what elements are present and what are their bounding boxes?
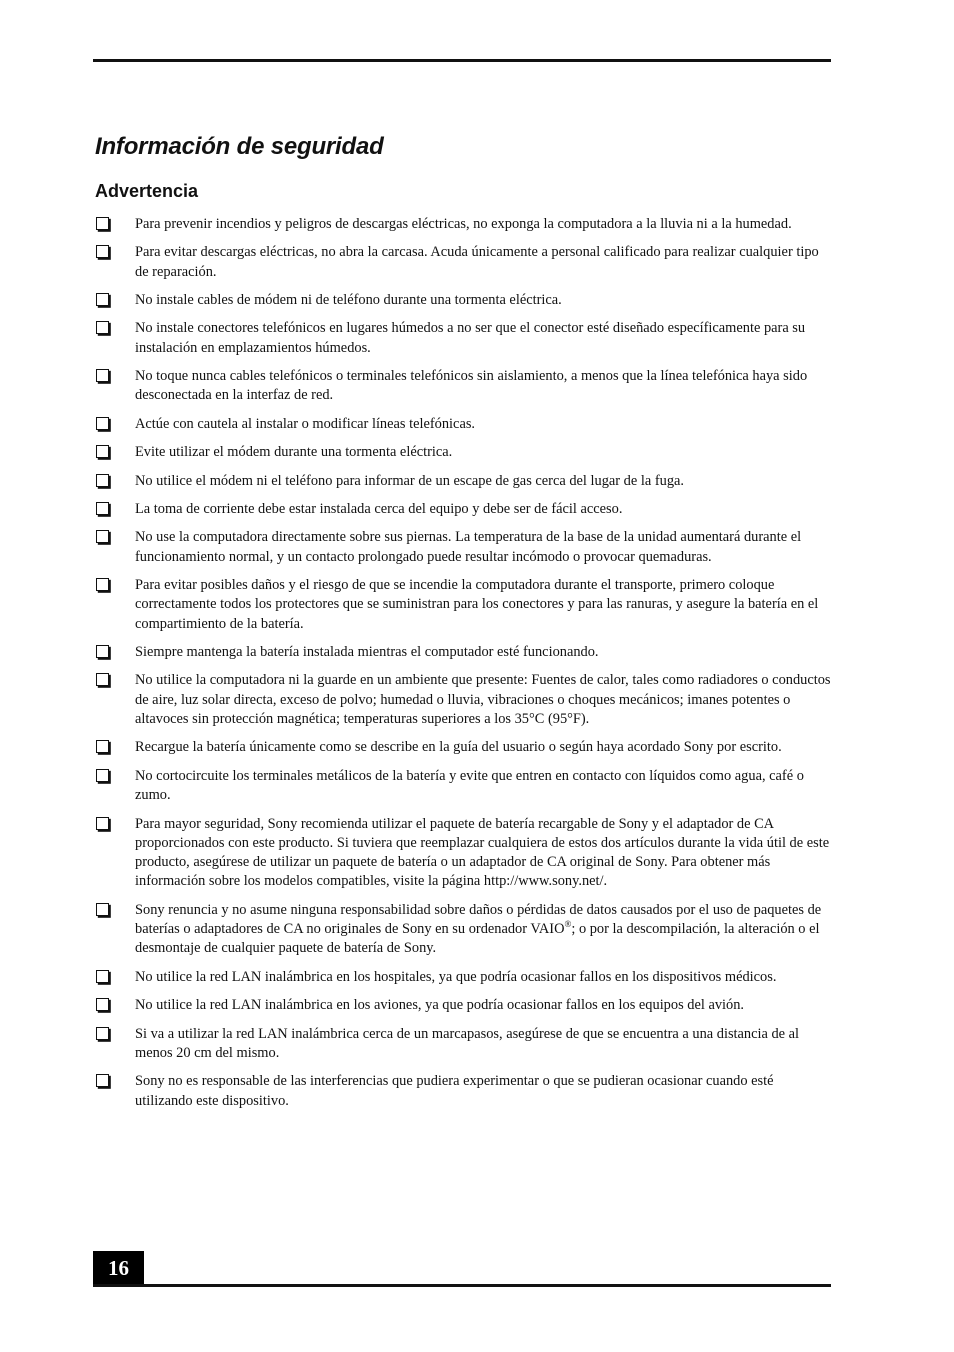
list-item	[95, 291, 831, 310]
list-item-text: No cortocircuite los terminales metálicos de la batería y evite que entren en contacto con líquidos como agua, café o zumo.	[135, 767, 804, 804]
list-item-text: Para mayor seguridad, Sony recomienda utilizar el paquete de batería recargable de Sony y el adaptador de CA proporcionados con este producto. Si tuviera que reemplazar cualquiera de estos dos artículos durante la vida útil de este producto, asegúrese de utilizar un paquete de batería o un adaptador de CA original de Sony. Para obtener más información sobre los modelos compatibles, visite la página http://www.sony.net/.	[135, 815, 830, 890]
list-item	[95, 243, 831, 282]
list-item-text: No toque nunca cables telefónicos o terminales telefónicos sin aislamiento, a menos que la línea telefónica haya sido desconectada en la interfaz de red.	[135, 368, 808, 404]
list-item	[95, 443, 831, 462]
list-item-text: No utilice la computadora ni la guarde en un ambiente que presente: Fuentes de calor, tales como radiadores o conductos de aire, luz solar directa, exceso de polvo; humedad o lluvia, vibraciones o choques mecánicos; imanes potentes o altavoces sin protección magnética; temperaturas superiores a los 35°C (95°F).	[135, 672, 831, 728]
list-item-text: Evite utilizar el módem durante una tormenta eléctrica.	[135, 444, 453, 461]
list-item-text: No use la computadora directamente sobre sus piernas. La temperatura de la base de la unidad aumentará durante el funcionamiento normal, y un contacto prolongado puede resultar incómodo o provocar quemaduras.	[135, 529, 802, 565]
list-item	[95, 968, 831, 987]
page-number: 16	[108, 1256, 129, 1280]
checkbox-bullet-icon	[96, 645, 109, 658]
checkbox-bullet-icon	[96, 1027, 109, 1040]
header-rule	[93, 59, 831, 62]
list-item	[95, 815, 831, 892]
list-item	[95, 1025, 831, 1064]
footer-rule	[93, 1284, 831, 1287]
checkbox-bullet-icon	[96, 769, 109, 782]
list-item	[95, 500, 831, 519]
list-item	[95, 1072, 831, 1111]
list-item	[95, 215, 831, 234]
list-item-text-before: Sony renuncia y no asume ninguna responsabilidad sobre daños o pérdidas de datos causados por el uso de paquetes de baterías o adaptadores de CA no originales de Sony en su ordenador VAIO	[135, 901, 822, 938]
list-item	[95, 767, 831, 806]
checkbox-bullet-icon	[96, 673, 109, 686]
checkbox-bullet-icon	[96, 1074, 109, 1087]
list-item-text: La toma de corriente debe estar instalada cerca del equipo y debe ser de fácil acceso.	[135, 501, 623, 518]
list-item-text: Actúe con cautela al instalar o modificar líneas telefónicas.	[135, 415, 476, 432]
checkbox-bullet-icon	[96, 474, 109, 487]
list-item	[95, 996, 831, 1015]
checkbox-bullet-icon	[96, 740, 109, 753]
checkbox-bullet-icon	[96, 321, 109, 334]
list-item	[95, 367, 831, 406]
checkbox-bullet-icon	[96, 502, 109, 515]
checkbox-bullet-icon	[96, 578, 109, 591]
list-item-text: Sony no es responsable de las interferencias que pudiera experimentar o que se pudieran ocasionar cuando esté utilizando este dispositivo.	[135, 1073, 774, 1109]
checkbox-bullet-icon	[96, 293, 109, 306]
section-heading: Advertencia	[95, 181, 199, 201]
list-item-text: No utilice la red LAN inalámbrica en los hospitales, ya que podría ocasionar fallos en los dispositivos médicos.	[135, 968, 777, 985]
list-item	[95, 738, 831, 757]
list-item	[95, 671, 831, 729]
list-item	[95, 472, 831, 491]
checkbox-bullet-icon	[96, 970, 109, 983]
checkbox-bullet-icon	[96, 998, 109, 1011]
list-item	[95, 576, 831, 634]
list-item-text: Siempre mantenga la batería instalada mientras el computador esté funcionando.	[135, 644, 599, 661]
list-item-text	[135, 902, 821, 957]
list-item-text: Para evitar posibles daños y el riesgo de que se incendie la computadora durante el transporte, primero coloque correctamente todos los protectores que se suministran para los conectores y para las ranuras, y asegure la batería en el compartimiento de la batería.	[135, 577, 819, 632]
list-item-text: Recargue la batería únicamente como se describe en la guía del usuario o según haya acordado Sony por escrito.	[135, 739, 782, 756]
checkbox-bullet-icon	[96, 369, 109, 382]
list-item-text: Para prevenir incendios y peligros de descargas eléctricas, no exponga la computadora a la lluvia ni a la humedad.	[135, 216, 792, 232]
checkbox-bullet-icon	[96, 417, 109, 430]
checkbox-bullet-icon	[96, 530, 109, 543]
list-item	[95, 319, 831, 358]
list-item-text: No utilice el módem ni el teléfono para informar de un escape de gas cerca del lugar de la fuga.	[135, 472, 685, 489]
list-item-text-after: ; o por la descompilación, la alteración o el desmontaje de cualquier paquete de batería de Sony.	[135, 921, 820, 957]
list-item	[95, 528, 831, 567]
list-item-text: Si va a utilizar la red LAN inalámbrica cerca de un marcapasos, asegúrese de que se encuentra a una distancia de al menos 20 cm del mismo.	[135, 1025, 800, 1061]
warning-list	[95, 215, 831, 1120]
list-item	[95, 901, 831, 959]
list-item	[95, 415, 831, 434]
list-item	[95, 643, 831, 662]
list-item-text: No instale cables de módem ni de teléfono durante una tormenta eléctrica.	[135, 292, 562, 309]
registered-mark: ®	[564, 919, 572, 930]
list-item-text: No instale conectores telefónicos en lugares húmedos a no ser que el conector esté diseñado específicamente para su instalación en emplazamientos húmedos.	[135, 320, 806, 356]
list-item-text: Para evitar descargas eléctricas, no abra la carcasa. Acuda únicamente a personal calificado para realizar cualquier tipo de reparación.	[135, 244, 819, 280]
checkbox-bullet-icon	[96, 817, 109, 830]
checkbox-bullet-icon	[96, 903, 109, 916]
list-item-text: No utilice la red LAN inalámbrica en los aviones, ya que podría ocasionar fallos en los equipos del avión.	[135, 997, 745, 1014]
checkbox-bullet-icon	[96, 217, 109, 230]
page-title: Información de seguridad	[95, 133, 384, 160]
checkbox-bullet-icon	[96, 445, 109, 458]
checkbox-bullet-icon	[96, 245, 109, 258]
